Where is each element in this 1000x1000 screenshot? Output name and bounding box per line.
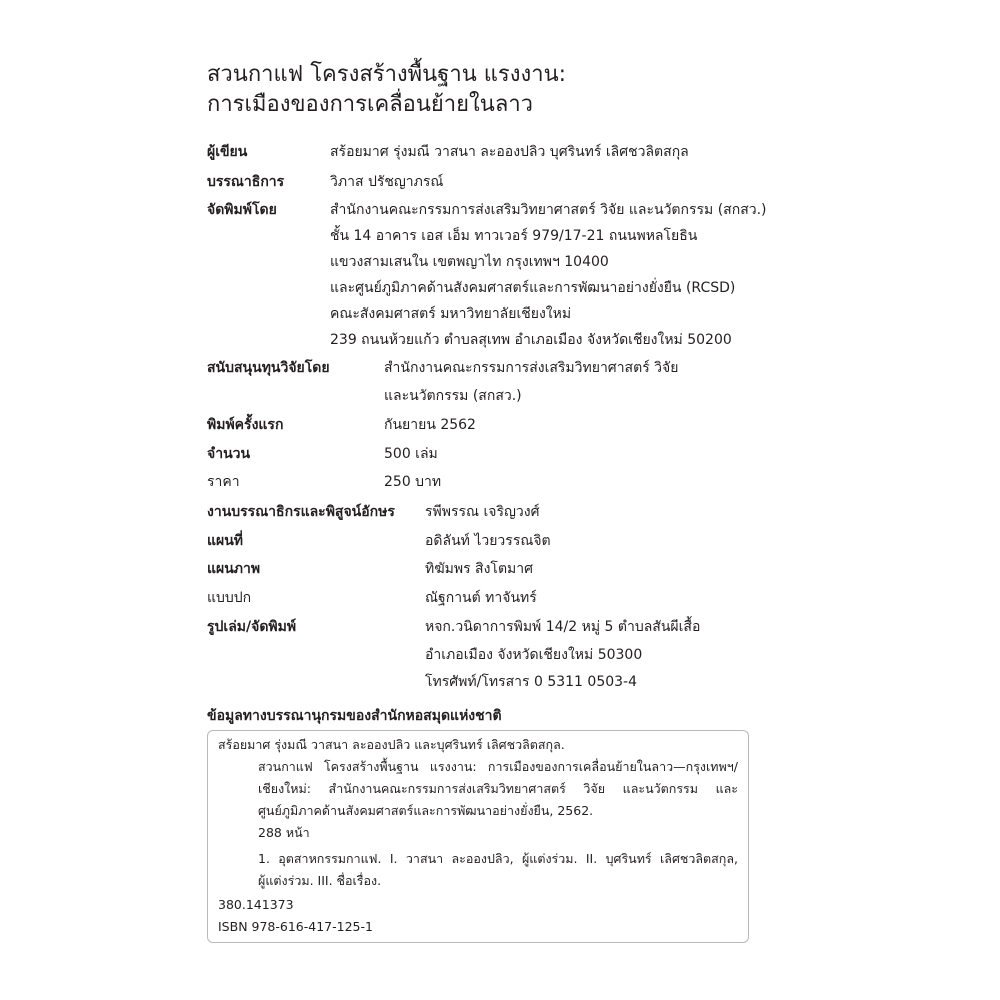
first-print-label: พิมพ์ครั้งแรก bbox=[207, 417, 284, 433]
publisher-line-row bbox=[207, 224, 940, 248]
first-print-row bbox=[207, 413, 940, 437]
publisher-label: จัดพิมพ์โดย bbox=[207, 202, 277, 218]
cip-line: 1. อุตสาหกรรมกาแฟ. I. วาสนา ละอองปลิว, ผู้แต่งร่วม. II. บุศรินทร์ เลิศชวลิตสกุล, bbox=[258, 851, 738, 866]
editor-row bbox=[207, 170, 940, 194]
copies-label: จำนวน bbox=[207, 446, 251, 462]
layout-print-row bbox=[207, 615, 940, 639]
publisher-line-row bbox=[207, 276, 940, 300]
funder-label: สนับสนุนทุนวิจัยโดย bbox=[207, 360, 330, 376]
publisher-line-row bbox=[207, 302, 940, 326]
maps-value: อดิลันท์ ไวยวรรณจิต bbox=[425, 533, 551, 549]
author-value: สร้อยมาศ รุ่งมณี วาสนา ละอองปลิว บุศรินทร์ เลิศชวลิตสกุล bbox=[330, 144, 689, 160]
funder-line: สำนักงานคณะกรรมการส่งเสริมวิทยาศาสตร์ วิจัย bbox=[384, 360, 679, 376]
publisher-line: แขวงสามเสนใน เขตพญาไท กรุงเทพฯ 10400 bbox=[330, 254, 609, 270]
cover-value: ณัฐกานต์ ทาจันทร์ bbox=[425, 590, 537, 606]
publisher-line: ชั้น 14 อาคาร เอส เอ็ม ทาวเวอร์ 979/17-21 ถนนพหลโยธิน bbox=[330, 228, 698, 244]
proofreading-label: งานบรรณาธิกรและพิสูจน์อักษร bbox=[207, 504, 395, 520]
cip-line: เชียงใหม่: สำนักงานคณะกรรมการส่งเสริมวิทยาศาสตร์ วิจัย และนวัตกรรม และ bbox=[258, 781, 738, 796]
editor-value: วิภาส ปรัชญาภรณ์ bbox=[330, 174, 444, 190]
cover-label: แบบปก bbox=[207, 590, 252, 606]
cover-row bbox=[207, 586, 940, 610]
illustrations-label: แผนภาพ bbox=[207, 561, 261, 577]
layout-print-line: โทรศัพท์/โทรสาร 0 5311 0503-4 bbox=[425, 674, 637, 690]
cip-line: สร้อยมาศ รุ่งมณี วาสนา ละอองปลิว และบุศรินทร์ เลิศชวลิตสกุล. bbox=[218, 737, 565, 752]
author-row bbox=[207, 140, 940, 164]
cip-heading: ข้อมูลทางบรรณานุกรมของสำนักหอสมุดแห่งชาติ bbox=[207, 708, 502, 724]
title-line-2: การเมืองของการเคลื่อนย้ายในลาว bbox=[207, 92, 534, 117]
price-label: ราคา bbox=[207, 474, 240, 490]
cip-line: ผู้แต่งร่วม. III. ชื่อเรื่อง. bbox=[258, 873, 382, 888]
layout-print-line-row bbox=[207, 670, 940, 694]
publisher-line-row bbox=[207, 250, 940, 274]
cip-line: 288 หน้า bbox=[258, 825, 310, 840]
cip-line: 380.141373 bbox=[218, 897, 294, 912]
cip-line: ISBN 978-616-417-125-1 bbox=[218, 919, 373, 934]
layout-print-label: รูปเล่ม/จัดพิมพ์ bbox=[207, 619, 297, 635]
proofreading-value: รพีพรรณ เจริญวงศ์ bbox=[425, 504, 540, 520]
illustrations-value: ทิฆัมพร สิงโตมาศ bbox=[425, 561, 534, 577]
funder-line: และนวัตกรรม (สกสว.) bbox=[384, 388, 522, 404]
funder-line-row bbox=[207, 384, 940, 408]
publisher-line: 239 ถนนห้วยแก้ว ตำบลสุเทพ อำเภอเมือง จังหวัดเชียงใหม่ 50200 bbox=[330, 332, 732, 348]
editor-label: บรรณาธิการ bbox=[207, 174, 285, 190]
maps-label: แผนที่ bbox=[207, 533, 244, 549]
publisher-line: สำนักงานคณะกรรมการส่งเสริมวิทยาศาสตร์ วิจัย และนวัตกรรม (สกสว.) bbox=[330, 202, 767, 218]
copies-row bbox=[207, 442, 940, 466]
publisher-line: คณะสังคมศาสตร์ มหาวิทยาลัยเชียงใหม่ bbox=[330, 306, 572, 322]
first-print-value: กันยายน 2562 bbox=[384, 417, 476, 433]
layout-print-line: หจก.วนิดาการพิมพ์ 14/2 หมู่ 5 ตำบลสันผีเสื้อ bbox=[425, 619, 701, 635]
maps-row bbox=[207, 529, 940, 553]
publisher-line: และศูนย์ภูมิภาคด้านสังคมศาสตร์และการพัฒนาอย่างยั่งยืน (RCSD) bbox=[330, 280, 736, 296]
illustrations-row bbox=[207, 557, 940, 581]
price-row bbox=[207, 470, 940, 494]
price-value: 250 บาท bbox=[384, 474, 442, 490]
layout-print-line: อำเภอเมือง จังหวัดเชียงใหม่ 50300 bbox=[425, 647, 643, 663]
publisher-line-row bbox=[207, 328, 940, 352]
cip-box bbox=[207, 730, 749, 943]
title-line-1: สวนกาแฟ โครงสร้างพื้นฐาน แรงงาน: bbox=[207, 62, 567, 87]
publisher-row bbox=[207, 198, 940, 222]
layout-print-line-row bbox=[207, 643, 940, 667]
cip-line: ศูนย์ภูมิภาคด้านสังคมศาสตร์และการพัฒนาอย่างยั่งยืน, 2562. bbox=[258, 803, 594, 818]
author-label: ผู้เขียน bbox=[207, 144, 248, 160]
funder-row bbox=[207, 356, 940, 380]
proofreading-row bbox=[207, 500, 940, 524]
cip-line: สวนกาแฟ โครงสร้างพื้นฐาน แรงงาน: การเมืองของการเคลื่อนย้ายในลาว—กรุงเทพฯ/ bbox=[258, 759, 738, 774]
copies-value: 500 เล่ม bbox=[384, 446, 438, 462]
